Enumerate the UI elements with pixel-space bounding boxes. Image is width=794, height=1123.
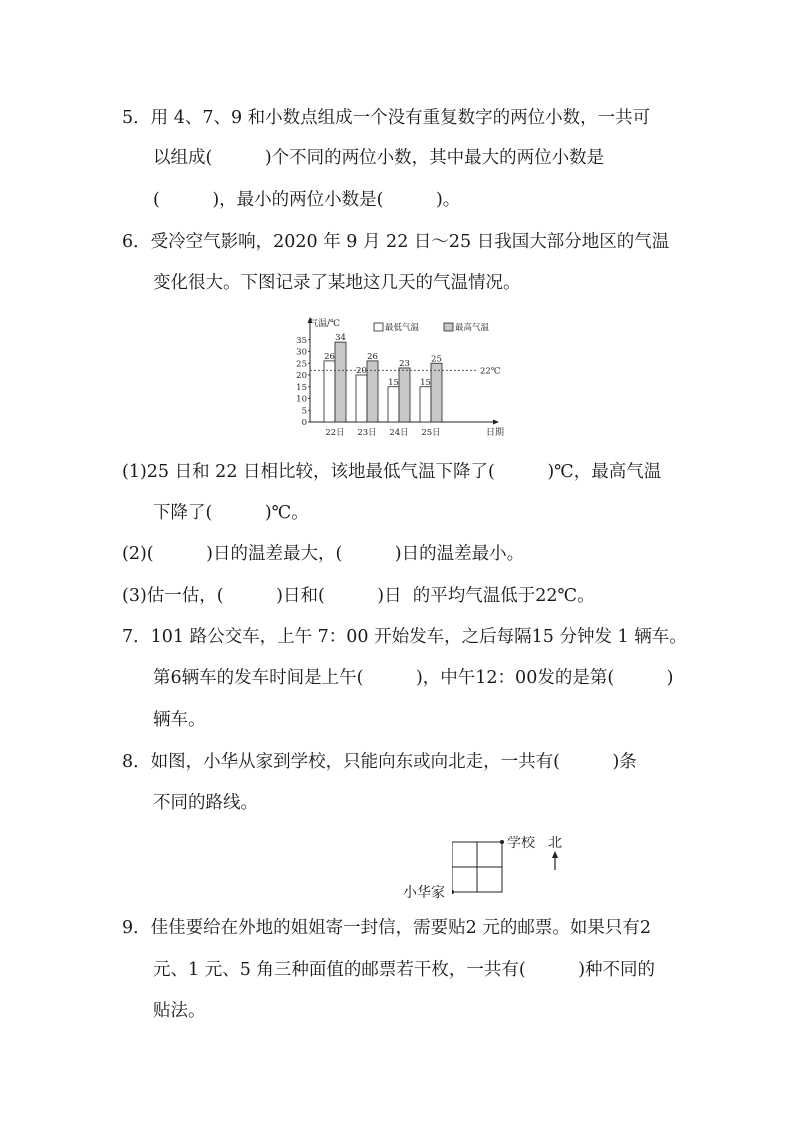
bar-label-3-0: 15 — [420, 377, 431, 388]
line-2: ( )，最小的两位小数是( )。 — [153, 190, 461, 210]
line-16: 贴法。 — [153, 1001, 206, 1021]
home-dot — [452, 890, 454, 894]
x-tick-label-2: 24日 — [389, 428, 409, 438]
x-tick-label-0: 22日 — [325, 428, 345, 438]
line-6: 下降了( )℃。 — [153, 503, 309, 523]
line-10: 第6辆车的发车时间是上午( )，中午12：00发的是第( ) — [153, 668, 674, 688]
school-dot — [500, 840, 504, 844]
line-4: 变化很大。下图记录了某地这几天的气温情况。 — [153, 273, 521, 293]
x-tick-label-1: 23日 — [357, 428, 377, 438]
y-tick-label-2: 10 — [296, 394, 307, 405]
bar-label-2-1: 23 — [399, 358, 410, 369]
y-tick-label-0: 0 — [301, 418, 307, 428]
bar-3-0 — [420, 387, 431, 422]
line-8: (3)估一估，( )日和( )日 的平均气温低于22℃。 — [122, 586, 595, 606]
north-label: 北 — [548, 836, 562, 851]
y-tick-label-7: 35 — [296, 335, 307, 346]
bar-2-0 — [388, 387, 399, 422]
line-12: 8．如图，小华从家到学校，只能向东或向北走，一共有( )条 — [122, 752, 637, 772]
y-tick-label-4: 20 — [296, 371, 307, 381]
north-arrow-icon — [552, 851, 558, 870]
line-1: 以组成( )个不同的两位小数，其中最大的两位小数是 — [153, 148, 605, 168]
y-axis-label: 气温/℃ — [309, 319, 341, 329]
bar-label-3-1: 25 — [431, 354, 442, 365]
line-9: 7．101 路公交车，上午 7：00 开始发车，之后每隔15 分钟发 1 辆车。 — [122, 627, 687, 647]
bar-label-0-0: 26 — [324, 351, 335, 362]
y-tick-label-6: 30 — [296, 347, 307, 358]
home-label: 小华家 — [403, 885, 445, 901]
bar-1-1 — [367, 361, 378, 422]
y-tick-label-1: 5 — [301, 406, 307, 417]
temperature-chart — [296, 314, 516, 444]
line-5: (1)25 日和 22 日相比较，该地最低气温下降了( )℃，最高气温 — [122, 462, 662, 482]
bar-1-0 — [356, 375, 367, 422]
x-axis-label: 日期 — [486, 428, 505, 438]
bar-0-1 — [335, 342, 346, 422]
line-3: 6．受冷空气影响，2020 年 9 月 22 日～25 日我国大部分地区的气温 — [122, 232, 670, 252]
bar-3-1 — [431, 363, 442, 422]
line-0: 5．用 4、7、9 和小数点组成一个没有重复数字的两位小数，一共可 — [122, 108, 651, 128]
line-14: 9．佳佳要给在外地的姐姐寄一封信，需要贴2 元的邮票。如果只有2 — [122, 918, 651, 938]
legend-label-1: 最高气温 — [455, 323, 490, 333]
bar-label-0-1: 34 — [335, 333, 346, 344]
bar-label-1-0: 20 — [356, 366, 367, 376]
school-label: 学校 — [507, 836, 535, 851]
line-15: 元、1 元、5 角三种面值的邮票若干枚，一共有( )种不同的 — [153, 960, 656, 980]
bar-label-1-1: 26 — [367, 351, 378, 362]
legend-swatch-1 — [444, 323, 453, 331]
reference-line-label: 22℃ — [480, 366, 501, 377]
x-tick-label-3: 25日 — [421, 428, 441, 438]
line-13: 不同的路线。 — [153, 793, 258, 813]
line-7: (2)( )日的温差最大，( )日的温差最小。 — [122, 544, 525, 564]
bar-label-2-0: 15 — [388, 377, 399, 388]
route-grid-figure — [452, 836, 572, 906]
y-tick-label-5: 25 — [296, 359, 307, 370]
x-axis-arrow-icon — [493, 420, 499, 425]
legend-label-0: 最低气温 — [385, 323, 420, 333]
legend-swatch-0 — [374, 323, 383, 331]
bar-2-1 — [399, 368, 410, 422]
y-tick-label-3: 15 — [296, 382, 307, 393]
bar-0-0 — [324, 361, 335, 422]
line-11: 辆车。 — [153, 710, 206, 730]
